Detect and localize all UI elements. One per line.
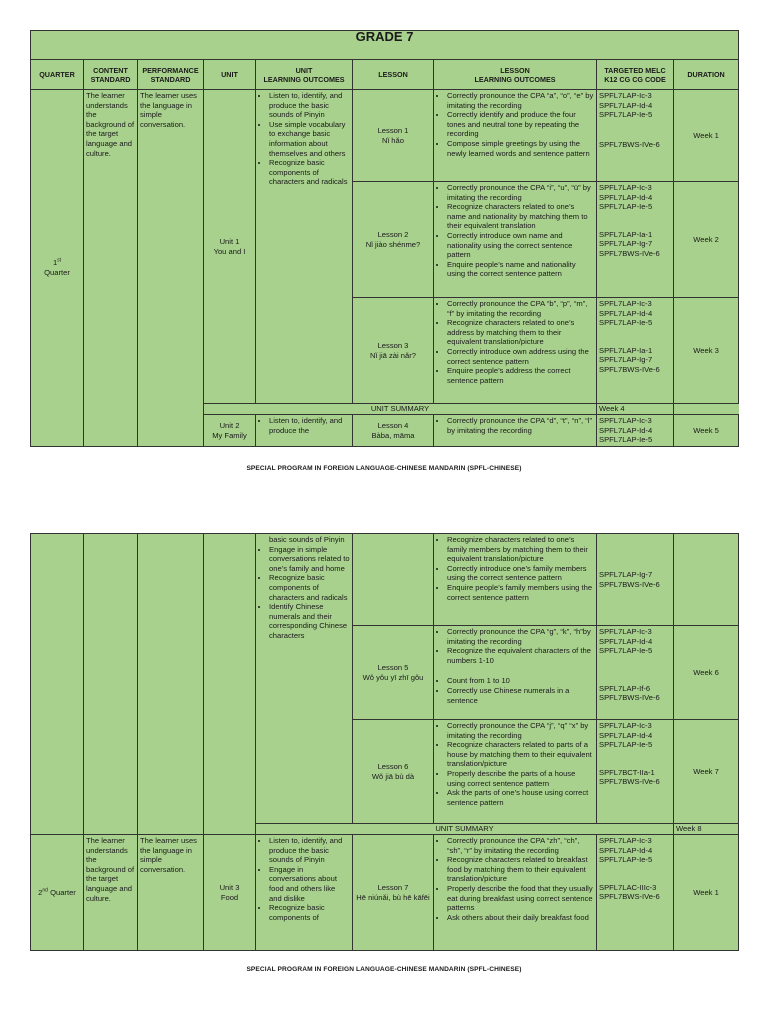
lesson-1-codes: SPFL7LAP-Ic-3 SPFL7LAP-Id-4 SPFL7LAP-Ie-5 SPFL7BWS-IVe-6 xyxy=(597,90,674,182)
lesson-7-codes: SPFL7LAP-Ic-3 SPFL7LAP-Id-4 SPFL7LAP-Ie-5 SPFL7LAC-IIIc-3 SPFL7BWS-IVe-6 xyxy=(597,835,674,951)
lesson-2-cell: Lesson 2 Nǐ jiào shénme? xyxy=(353,182,434,298)
quarter-cell-blank xyxy=(31,534,84,835)
list-item: • Correctly pronounce the CPA “j”, “q” “x” by imitating the recording xyxy=(447,721,594,740)
lesson-1-outcomes xyxy=(434,90,597,182)
lesson-2-duration: Week 2 xyxy=(674,182,739,298)
lesson-1-duration: Week 1 xyxy=(674,90,739,182)
lesson-5-codes: SPFL7LAP-Ic-3 SPFL7LAP-Id-4 SPFL7LAP-Ie-5 SPFL7LAP-If-6 SPFL7BWS-IVe-6 xyxy=(597,626,674,720)
lesson-7-duration: Week 1 xyxy=(674,835,739,951)
lesson-3-cell: Lesson 3 Nǐ jiā zài nǎr? xyxy=(353,298,434,404)
quarter-2-cell: 2nd Quarter xyxy=(31,835,84,951)
lesson-4-outcomes-cont xyxy=(434,534,597,626)
list-item: • Recognize basic components of xyxy=(269,903,350,922)
lesson-7-outcomes xyxy=(434,835,597,951)
list-item: • Correctly pronounce the CPA “b”, “p”, “m”, “f” by imitating the recording xyxy=(447,299,594,318)
list-item: • Recognize characters related to one’s family members by matching them to their equivalent translation/picture xyxy=(447,535,594,564)
lesson-5-duration: Week 6 xyxy=(674,626,739,720)
unit-2-outcomes-cont: basic sounds of Pinyin • Engage in simple conversations related to one’s family and home • Recognize basic components of characters and radicals • Identify Chinese numerals and their corresponding Chinese characters xyxy=(256,534,353,824)
performance-standard-blank xyxy=(138,534,204,835)
page-title: GRADE 7 xyxy=(31,31,739,60)
list-item: • Recognize characters related to one’s name and nationality by matching them to their equivalent translation xyxy=(447,202,594,231)
list-item: • Properly describe the parts of a house using correct sentence pattern xyxy=(447,769,594,788)
list-item: • Count from 1 to 10 xyxy=(447,676,594,686)
lesson-4-outcomes xyxy=(434,415,597,447)
unit-2-cell-blank xyxy=(204,534,256,835)
list-item: • Correctly pronounce the CPA “i”, “u”, “ü” by imitating the recording xyxy=(447,183,594,202)
lesson-3-duration: Week 3 xyxy=(674,298,739,404)
lesson-2-outcomes xyxy=(434,182,597,298)
performance-standard-cell: The learner uses the language in simple conversation. xyxy=(138,835,204,951)
lesson-3-outcomes xyxy=(434,298,597,404)
header-lesson: LESSON xyxy=(353,60,434,90)
lesson-1-cell: Lesson 1 Nǐ hǎo xyxy=(353,90,434,182)
unit-3-outcomes xyxy=(256,835,353,951)
lesson-4-duration-cont xyxy=(674,534,739,626)
curriculum-table-page2 xyxy=(30,533,739,951)
unit-1-cell: Unit 1 You and I xyxy=(204,90,256,404)
lesson-6-outcomes xyxy=(434,720,597,824)
lesson-4-cell-cont xyxy=(353,534,434,626)
lesson-3-codes: SPFL7LAP-Ic-3 SPFL7LAP-Id-4 SPFL7LAP-Ie-5 SPFL7LAP-Ia-1 SPFL7LAP-Ig-7 SPFL7BWS-IVe-6 xyxy=(597,298,674,404)
list-item: • Correctly pronounce the CPA “a”, “o”, “e” by imitating the recording xyxy=(447,91,594,110)
content-standard-cell: The learner understands the background of the target language and culture. xyxy=(84,835,138,951)
list-item: • Compose simple greetings by using the newly learned words and sentence pattern xyxy=(447,139,594,158)
list-item: • Engage in simple conversations related to one’s family and home xyxy=(269,545,350,574)
curriculum-table-page1 xyxy=(30,30,739,447)
unit-3-cell: Unit 3 Food xyxy=(204,835,256,951)
quarter-cell: 1st Quarter xyxy=(31,90,84,447)
list-item: • Listen to, identify, and produce the basic sounds of Pinyin xyxy=(269,91,350,120)
lesson-7-cell: Lesson 7 Hē niúnǎi, bù hē kāfēi xyxy=(353,835,434,951)
list-item: • Recognize characters related to parts of a house by matching them to their equivalent translation/picture xyxy=(447,740,594,769)
unit-summary: UNIT SUMMARY xyxy=(204,404,597,415)
list-item: • Enquire people’s address the correct sentence pattern xyxy=(447,366,594,385)
header-content-standard: CONTENT STANDARD xyxy=(84,60,138,90)
content-standard-blank xyxy=(84,534,138,835)
lesson-5-outcomes xyxy=(434,626,597,720)
list-item: • Correctly pronounce the CPA “zh”, “ch”, “sh”, “r” by imitating the recording xyxy=(447,836,594,855)
header-unit-outcomes: UNIT LEARNING OUTCOMES xyxy=(256,60,353,90)
performance-standard-cell: The learner uses the language in simple conversation. xyxy=(138,90,204,447)
lesson-6-codes: SPFL7LAP-Ic-3 SPFL7LAP-Id-4 SPFL7LAP-Ie-5 SPFL7BCT-IIa-1 SPFL7BWS-IVe-6 xyxy=(597,720,674,824)
list-item: • Properly describe the food that they usually eat during breakfast using correct sentence patterns xyxy=(447,884,594,913)
header-quarter: QUARTER xyxy=(31,60,84,90)
unit-summary: UNIT SUMMARY xyxy=(256,824,674,835)
lesson-6-cell: Lesson 6 Wǒ jiā bù dà xyxy=(353,720,434,824)
list-item: • Recognize basic components of characters and radicals xyxy=(269,573,350,602)
header-lesson-outcomes: LESSON LEARNING OUTCOMES xyxy=(434,60,597,90)
header-melc: TARGETED MELC K12 CG CG CODE xyxy=(597,60,674,90)
list-item: • Listen to, identify, and produce the basic sounds of Pinyin xyxy=(269,836,350,865)
list-item: • Correctly introduce one’s family members using the correct sentence pattern xyxy=(447,564,594,583)
unit-2-cell: Unit 2 My Family xyxy=(204,415,256,447)
list-item: • Engage in conversations about food and others like and dislike xyxy=(269,865,350,903)
list-item: • Enquire people’s name and nationality using the correct sentence pattern xyxy=(447,260,594,279)
list-item: • Recognize basic components of characters and radicals xyxy=(269,158,350,187)
list-item: • Ask others about their daily breakfast food xyxy=(447,913,594,923)
lesson-4-codes-cont: SPFL7LAP-Ig-7 SPFL7BWS-IVe-6 xyxy=(597,534,674,626)
header-unit: UNIT xyxy=(204,60,256,90)
list-item: • Correctly introduce own address using the correct sentence pattern xyxy=(447,347,594,366)
list-item: • Correctly identify and produce the four tones and neutral tone by repeating the recording xyxy=(447,110,594,139)
list-item: • Correctly pronounce the CPA “d”, “t”, “n”, “l” by imitating the recording xyxy=(447,416,594,435)
list-item: • Correctly pronounce the CPA “g”, “k”, “h”by imitating the recording xyxy=(447,627,594,646)
list-item: • Recognize the equivalent characters of the numbers 1-10 xyxy=(447,646,594,665)
list-item: • Recognize characters related to breakfast food by matching them to their equivalent translation/picture xyxy=(447,855,594,884)
lesson-4-duration: Week 5 xyxy=(674,415,739,447)
list-item: • Ask the parts of one’s house using correct sentence pattern xyxy=(447,788,594,807)
list-item: • Identify Chinese numerals and their corresponding Chinese characters xyxy=(269,602,350,640)
unit-2-outcomes xyxy=(256,415,353,447)
content-standard-cell: The learner understands the background of the target language and culture. xyxy=(84,90,138,447)
header-performance-standard: PERFORMANCE STANDARD xyxy=(138,60,204,90)
summary-duration: Week 4 xyxy=(597,404,674,415)
page-footer: SPECIAL PROGRAM IN FOREIGN LANGUAGE-CHINESE MANDARIN (SPFL-CHINESE) xyxy=(246,966,522,973)
page-footer: SPECIAL PROGRAM IN FOREIGN LANGUAGE-CHINESE MANDARIN (SPFL-CHINESE) xyxy=(246,465,522,472)
lesson-6-duration: Week 7 xyxy=(674,720,739,824)
unit-1-outcomes xyxy=(256,90,353,404)
list-item: • Enquire people’s family members using the correct sentence pattern xyxy=(447,583,594,602)
list-item: • Recognize characters related to one’s address by matching them to their equivalent translation/picture xyxy=(447,318,594,347)
list-item: • Correctly introduce own name and nationality using the correct sentence pattern xyxy=(447,231,594,260)
lesson-4-codes: SPFL7LAP-Ic-3 SPFL7LAP-Id-4 SPFL7LAP-Ie-5 xyxy=(597,415,674,447)
list-item: • Use simple vocabulary to exchange basic information about themselves and others xyxy=(269,120,350,158)
list-item: • Listen to, identify, and produce the xyxy=(269,416,350,435)
lesson-2-codes: SPFL7LAP-Ic-3 SPFL7LAP-Id-4 SPFL7LAP-Ie-5 SPFL7LAP-Ia-1 SPFL7LAP-Ig-7 SPFL7BWS-IVe-6 xyxy=(597,182,674,298)
header-duration: DURATION xyxy=(674,60,739,90)
lesson-4-cell: Lesson 4 Bàba, māma xyxy=(353,415,434,447)
lesson-5-cell: Lesson 5 Wǒ yǒu yī zhī gǒu xyxy=(353,626,434,720)
list-item: • Correctly use Chinese numerals in a sentence xyxy=(447,686,594,705)
summary-duration: Week 8 xyxy=(674,824,739,835)
